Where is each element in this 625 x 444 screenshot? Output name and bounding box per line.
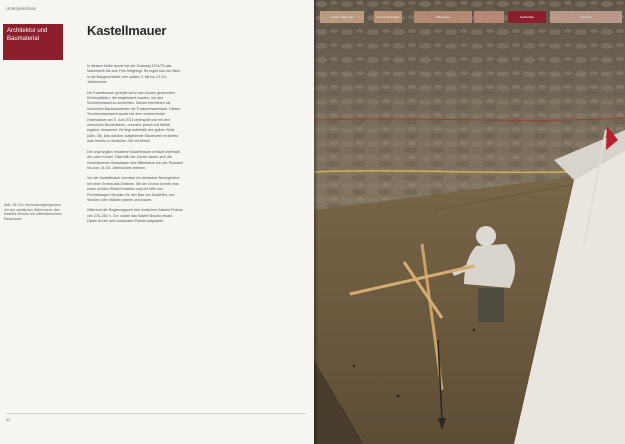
paragraph: Vor der Kastellmauer vermisst ein römischer Bauingenieur mit einer Groma das Gelände. Mit der Groma konnte man einen rechten Winkel erstellen und mit Hilfe von Fluchtstangen Geraden für den Bau von Kastellen, von Straßen oder Städten planen und bauen. xyxy=(87,176,180,202)
timeline-bar xyxy=(314,11,625,25)
right-page-photo xyxy=(314,0,625,444)
timeline-segment: Neuzeit xyxy=(550,11,622,23)
timeline-segment: Mittelalter xyxy=(414,11,472,23)
figure-caption: Abb. 28: Ein Vermessungsingenieur vor der westlichen Wehrmauer des Kastells Boiotro mit mittelalterlichem Bauphasen xyxy=(4,203,62,221)
cellar-photo xyxy=(314,0,625,444)
timeline-segment xyxy=(474,11,504,23)
paragraph: In diesem Keller wurde bei der Grabung 1974/75 das Mauerwerk bis zum Fels freigelegt. So ergibt sich ein Blick in die Baugeschichte vom späten 3. bis ins 14./15. Jahrhundert. xyxy=(87,64,180,85)
timeline-segment: Späte Kaiserzeit xyxy=(320,11,364,23)
page-divider xyxy=(6,413,306,414)
timeline-segment-highlight: Spätantike xyxy=(508,11,546,23)
page-title: Kastellmauer xyxy=(87,23,167,38)
paragraph: Die ursprünglich erhaltene Kastellmauer verläuft unterhalb der roten Kordel. Oberhalb der Kordel lassen sich die verschiedenen Bauphasen des Mittelalters von der Romanik bis zum 14./15. Jahrhundert ablesen. xyxy=(87,149,183,170)
paragraph: Während der Regierungszeit des römischen Kaisers Probus von 276–282 n. Chr. wurde das Kastell Boiotro erbaut. Daher ist hier sein kolossales Porträt aufgestellt. xyxy=(87,208,183,224)
body-text xyxy=(87,64,183,230)
page-number-left: 32 xyxy=(6,417,11,422)
paragraph: Die Kastellmauer gründet auf in den Boden gerammten Eichenpfählen, die eingebracht wurden, um den Schwemmsand zu verdichten. Darauf errichteten die römischen Bauhandwerker ein Trockenmauerwerk. Dieses Trockenmauerwerk wurde bei dem verheerenden Hochwasser am 3. Juni 2013 unterspült und mit den römischen Bruchsteinen, nunmehr jedoch mit Mörtel ergänzt, restauriert. Es liegt unterhalb des gelben Seils (Abb. 28). Das darüber aufgehende Mauerwerk errichtete man bereits in römischer Zeit mit Mörtel. xyxy=(87,90,181,144)
running-head: Untergeschoss xyxy=(6,6,37,11)
section-label: Architektur und Baumaterial xyxy=(3,24,63,60)
page-number-right: 33 xyxy=(614,417,619,422)
timeline-segment: Frühes Mittelalter xyxy=(374,11,402,23)
